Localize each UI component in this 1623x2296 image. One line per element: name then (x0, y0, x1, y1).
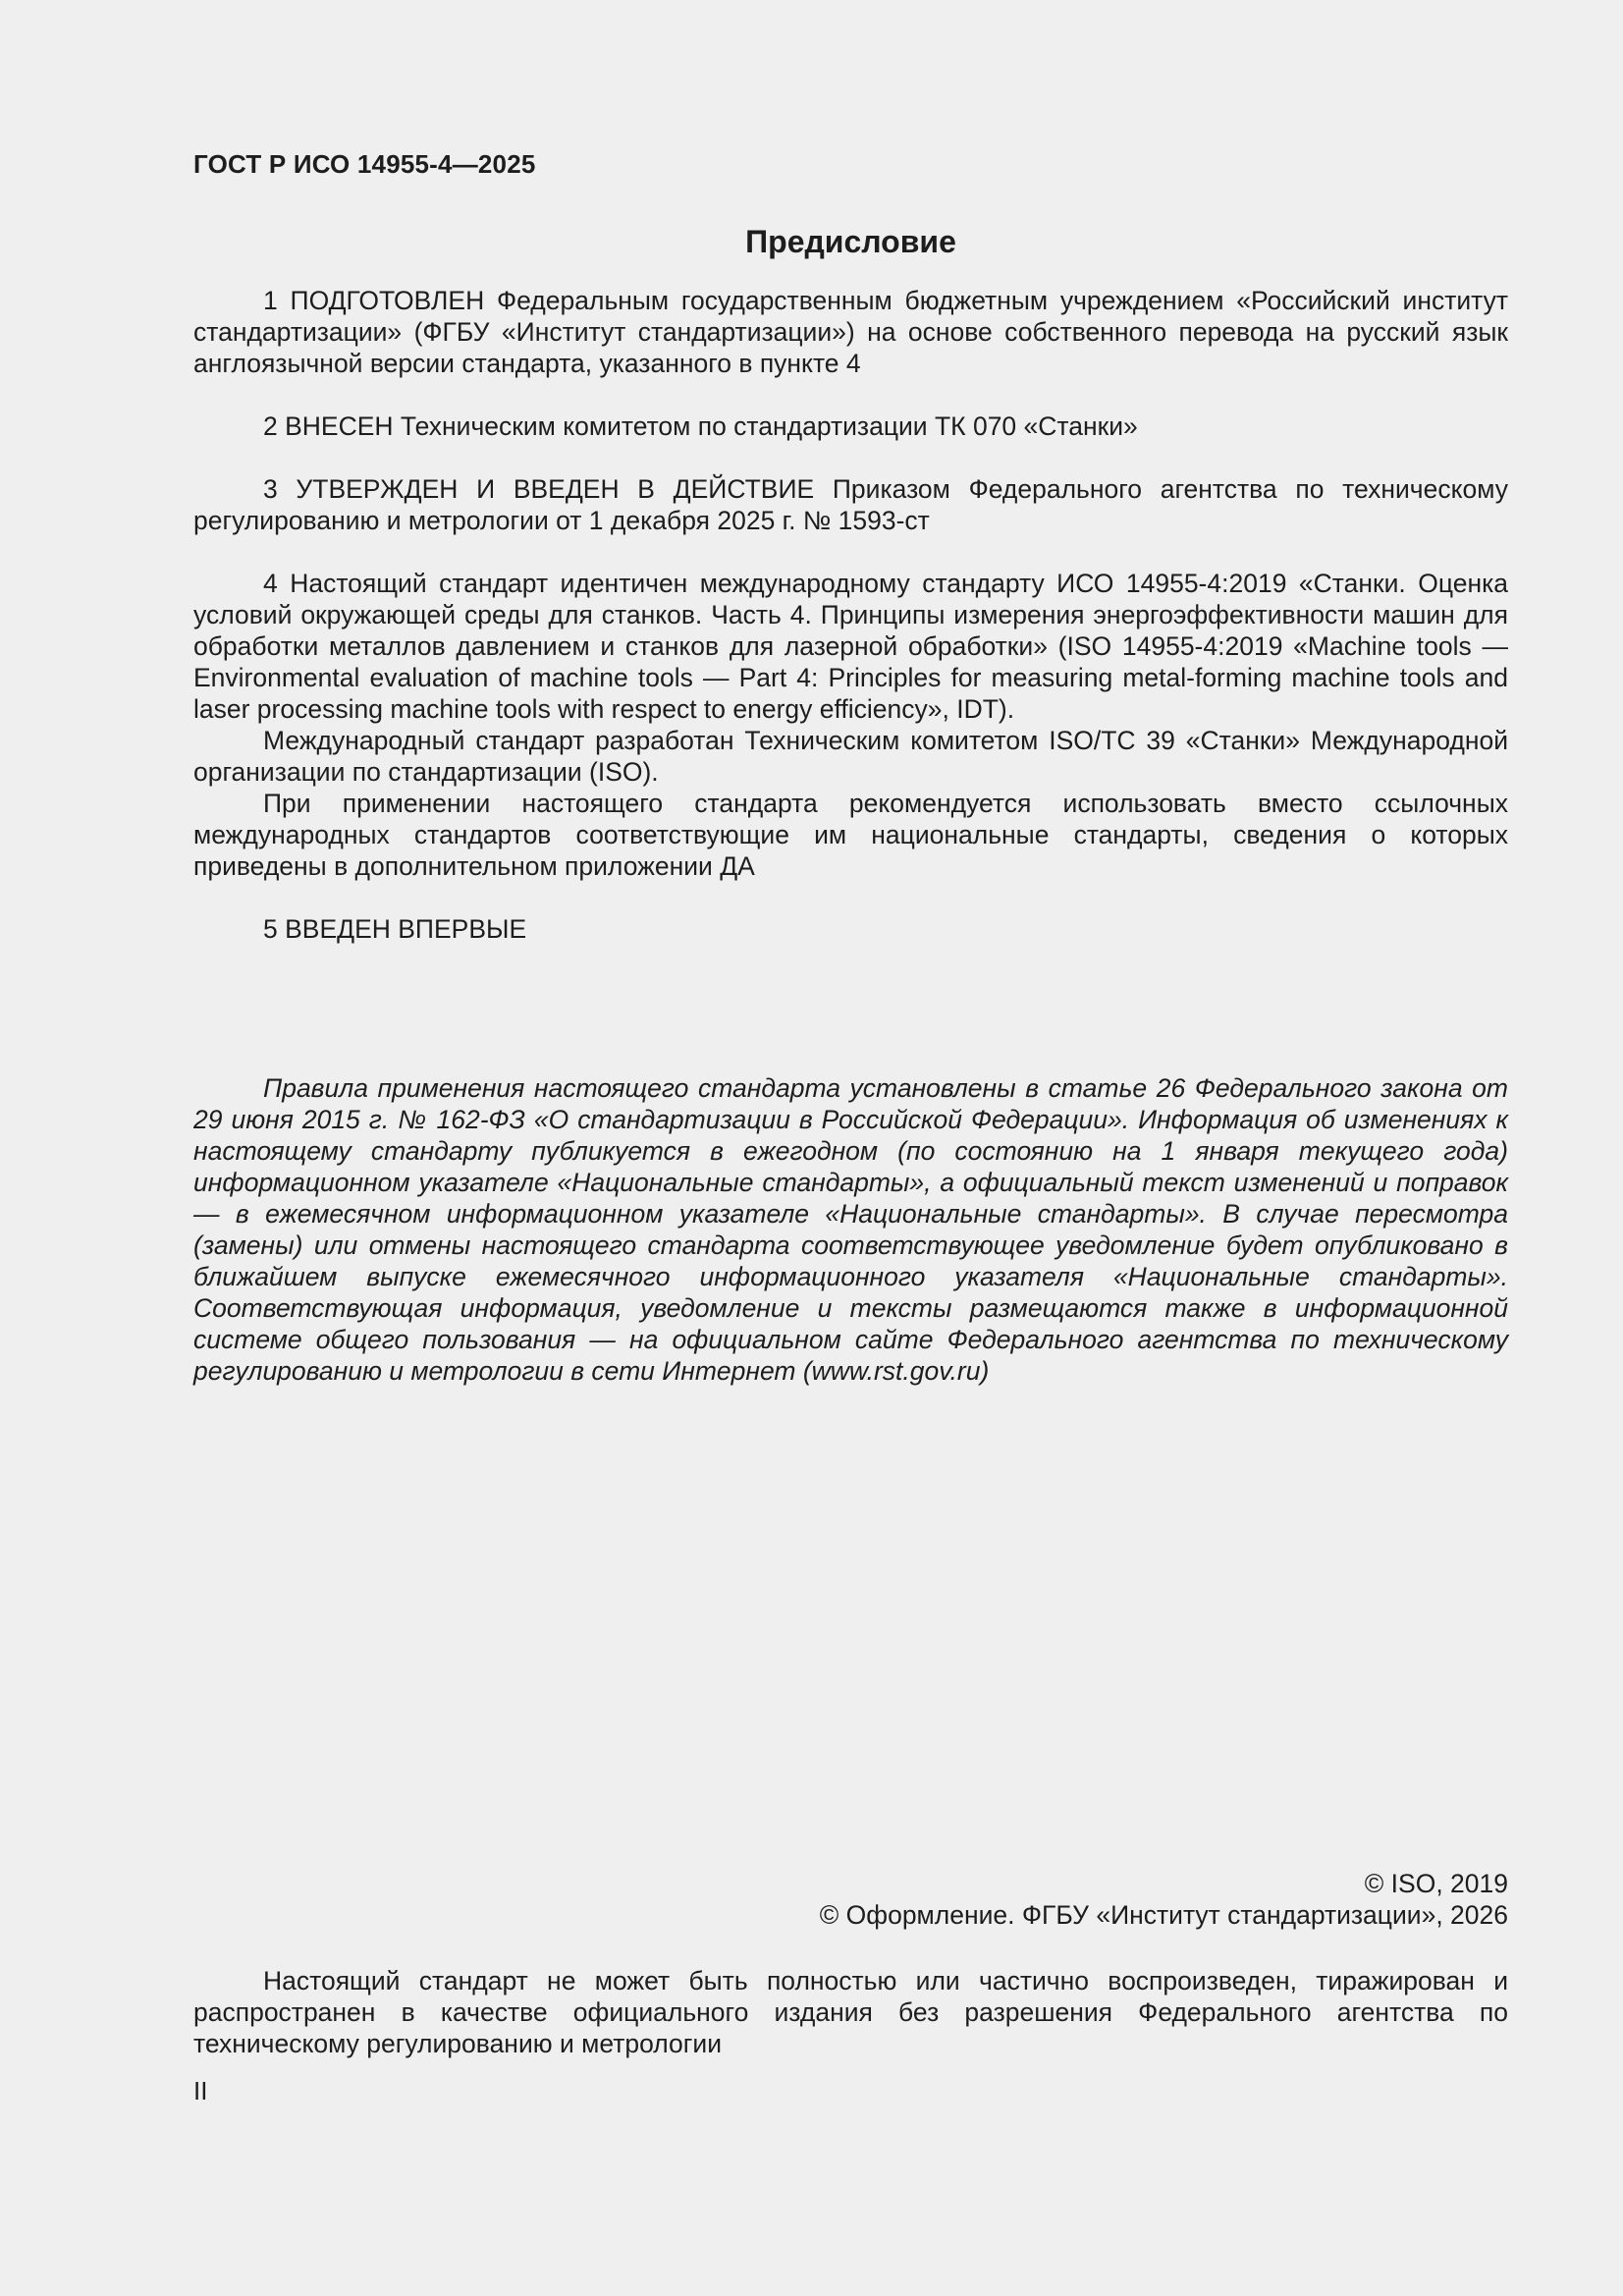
copyright-iso: © ISO, 2019 (1364, 1869, 1508, 1898)
section-4-identical: 4 Настоящий стандарт идентичен международному стандарту ИСО 14955-4:2019 «Станки. Оценка условий окружающей среды для станков. Часть 4. Принципы измерения энергоэффективности машин для обработки металлов давлением и станков для лазерной обработки» (ISO 14955-4:2019 «Machine tools — Environmental evaluation of machine tools — Part 4: Principles for measuring metal-forming machine tools and laser processing machine tools with respect to energy efficiency», IDT). (193, 569, 1508, 724)
rules-text: Правила применения настоящего стандарта установлены в статье 26 Федерального закона от 29 июня 2015 г. № 162-ФЗ «О стандартизации в Российской Федерации». Информация об изменениях к настоящему стандарту публикуется в ежегодном (по состоянию на 1 января текущего года) информационном указателе «Национальные стандарты», а официальный текст изменений и поправок — в ежемесячном информационном указателе «Национальные стандарты». В случае пересмотра (замены) или отмены настоящего стандарта соответствующее уведомление будет опубликовано в ближайшем выпуске ежемесячного информационного указателя «Национальные стандарты». Соответствующая информация, уведомление и тексты размещаются также в информационной системе общего пользования — на официальном сайте Федерального агентства по техническому регулированию и метрологии в сети Интернет (www.rst.gov.ru) (193, 1073, 1508, 1386)
reproduction-notice (193, 1965, 1508, 2059)
section-4-developer: Международный стандарт разработан Техническим комитетом ISO/TC 39 «Станки» Международной организации по стандартизации (ISO). (193, 726, 1508, 787)
preface-sections (193, 285, 1508, 945)
section-5-first-introduced: 5 ВВЕДЕН ВПЕРВЫЕ (263, 914, 527, 944)
section-3-approved: 3 УТВЕРЖДЕН И ВВЕДЕН В ДЕЙСТВИЕ Приказом Федерального агентства по техническому регулированию и метрологии от 1 декабря 2025 г. № 1593-ст (193, 474, 1508, 535)
rules-of-application (193, 1072, 1508, 1387)
copyright-design: © Оформление. ФГБУ «Институт стандартизации», 2026 (819, 1900, 1508, 1930)
copyright-block (193, 1868, 1508, 1931)
section-2-submitted: 2 ВНЕСЕН Техническим комитетом по стандартизации ТК 070 «Станки» (263, 411, 1138, 441)
notice-text: Настоящий стандарт не может быть полностью или частично воспроизведен, тиражирован и распространен в качестве официального издания без разрешения Федерального агентства по техническому регулированию и метрологии (193, 1966, 1508, 2058)
page-number: II (193, 2076, 208, 2105)
section-1-prepared: 1 ПОДГОТОВЛЕН Федеральным государственным бюджетным учреждением «Российский институт стандартизации» (ФГБУ «Институт стандартизации») на основе собственного перевода на русский язык англоязычной версии стандарта, указанного в пункте 4 (193, 286, 1508, 378)
document-code: ГОСТ Р ИСО 14955-4—2025 (193, 149, 536, 179)
section-4-application: При применении настоящего стандарта рекомендуется использовать вместо ссылочных международных стандартов соответствующие им национальные стандарты, сведения о которых приведены в дополнительном приложении ДА (193, 789, 1508, 881)
page-title: Предисловие (745, 224, 956, 259)
